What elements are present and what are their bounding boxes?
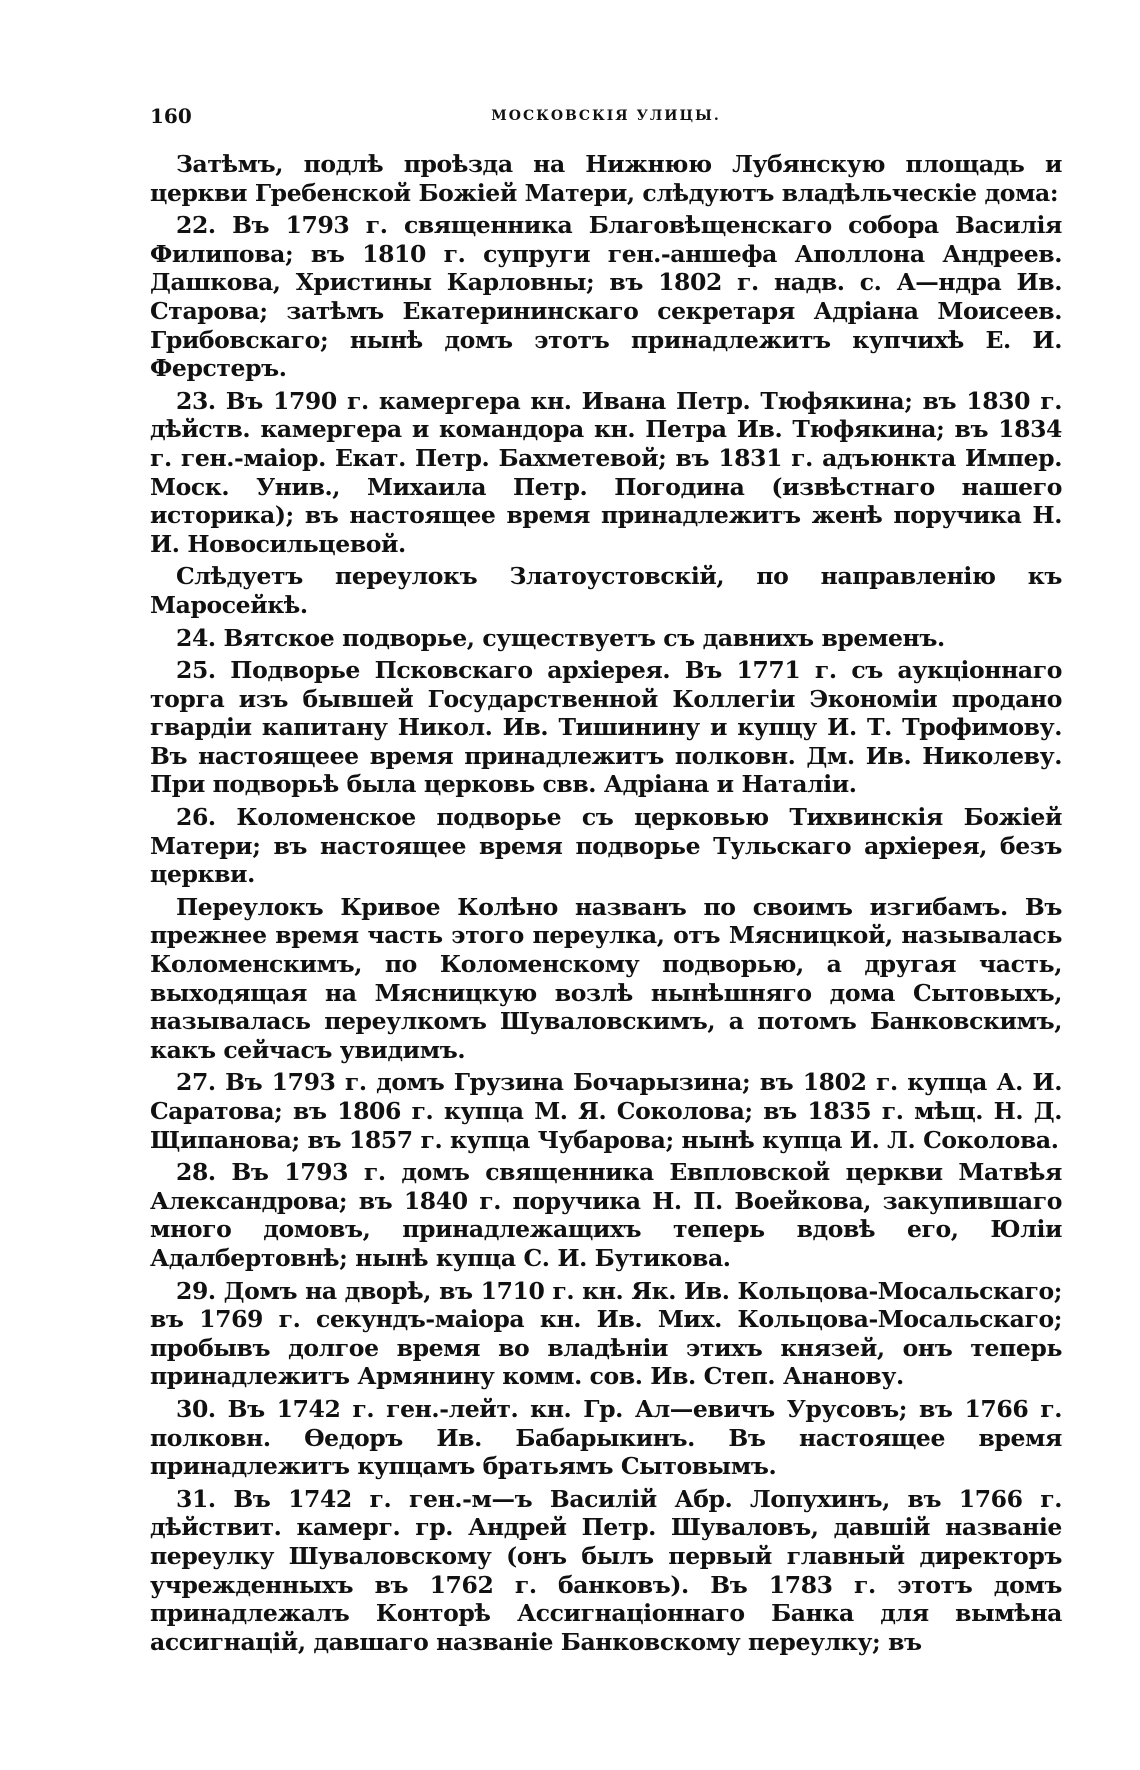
entry-29: 29. Домъ на дворѣ, въ 1710 г. кн. Як. Ив. Кольцова-Мосальскаго; въ 1769 г. секундъ-маіора кн. Ив. Мих. Кольцова-Мосальскаго; пробывъ долгое время во владѣніи этихъ князей, онъ теперь принадлежитъ Армянину комм. сов. Ив. Степ. Ананову. — [150, 1276, 1062, 1391]
entry-24: 24. Вятское подворье, существуетъ съ давнихъ временъ. — [176, 623, 945, 652]
book-page — [150, 104, 1062, 1660]
intro-paragraph: Затѣмъ, подлѣ проѣзда на Нижнюю Лубянскую площадь и церкви Гребенской Божіей Матери, слѣдуютъ владѣльческіе дома: — [150, 150, 1062, 207]
street-note-krivoe-koleno: Переулокъ Кривое Колѣно названъ по своимъ изгибамъ. Въ прежнее время часть этого переулка, отъ Мясницкой, называлась Коломенскимъ, по Коломенскому подворью, а другая часть, выходящая на Мясницкую возлѣ нынѣшняго дома Сытовыхъ, называлась переулкомъ Шуваловскимъ, а потомъ Банковскимъ, какъ сейчасъ увидимъ. — [150, 892, 1062, 1064]
entry-26: 26. Коломенское подворье съ церковью Тихвинскія Божіей Матери; въ настоящее время подворье Тульскаго архіерея, безъ церкви. — [150, 803, 1062, 889]
entry-23: 23. Въ 1790 г. камергера кн. Ивана Петр. Тюфякина; въ 1830 г. дѣйств. камергера и командора кн. Петра Ив. Тюфякина; въ 1834 г. ген.-маіор. Екат. Петр. Бахметевой; въ 1831 г. адъюнкта Импер. Моск. Унив., Михаила Петр. Погодина (извѣстнаго нашего историка); въ настоящее время принадлежитъ женѣ поручика Н. И. Новосильцевой. — [150, 386, 1062, 558]
running-title: МОСКОВСКІЯ УЛИЦЫ. — [491, 108, 721, 124]
entry-22: 22. Въ 1793 г. священника Благовѣщенскаго собора Василія Филипова; въ 1810 г. супруги ген.-аншефа Аполлона Андреев. Дашкова, Христины Карловны; въ 1802 г. надв. с. А—ндра Ив. Старова; затѣмъ Екатерининскаго секретаря Адріана Моисеев. Грибовскаго; нынѣ домъ этотъ принадлежитъ купчихѣ Е. И. Ферстеръ. — [150, 211, 1062, 383]
entry-27: 27. Въ 1793 г. домъ Грузина Бочарызина; въ 1802 г. купца А. И. Саратова; въ 1806 г. купца М. Я. Соколова; въ 1835 г. мѣщ. Н. Д. Щипанова; въ 1857 г. купца Чубарова; нынѣ купца И. Л. Соколова. — [150, 1068, 1062, 1154]
entry-28: 28. Въ 1793 г. домъ священника Евпловской церкви Матвѣя Александрова; въ 1840 г. поручика Н. П. Воейкова, закупившаго много домовъ, принадлежащихъ теперь вдовѣ его, Юліи Адалбертовнѣ; нынѣ купца С. И. Бутикова. — [150, 1158, 1062, 1272]
entry-31: 31. Въ 1742 г. ген.-м—ъ Василій Абр. Лопухинъ, въ 1766 г. дѣйствит. камерг. гр. Андрей Петр. Шуваловъ, давшій названіе переулку Шуваловскому (онъ былъ первый главный директоръ учрежденныхъ въ 1762 г. банковъ). Въ 1783 г. этотъ домъ принадлежалъ Конторѣ Ассигнаціоннаго Банка для вымѣна ассигнацій, давшаго названіе Банковскому переулку; въ — [150, 1484, 1062, 1656]
street-note-zlatoustovsky: Слѣдуетъ переулокъ Златоустовскій, по направленію къ Маросейкѣ. — [150, 562, 1062, 619]
entry-30: 30. Въ 1742 г. ген.-лейт. кн. Гр. Ал—евичъ Урусовъ; въ 1766 г. полковн. Ѳедоръ Ив. Бабарыкинъ. Въ настоящее время принадлежитъ купцамъ братьямъ Сытовымъ. — [150, 1394, 1062, 1481]
body-text — [150, 150, 1062, 1656]
entry-25: 25. Подворье Псковскаго архіерея. Въ 1771 г. съ аукціоннаго торга изъ бывшей Государственной Коллегіи Экономіи продано гвардіи капитану Никол. Ив. Тишинину и купцу И. Т. Трофимову. Въ настоящеее время принадлежитъ полковн. Дм. Ив. Николеву. При подворьѣ была церковь свв. Адріана и Наталіи. — [150, 656, 1062, 799]
page-number: 160 — [150, 104, 192, 128]
running-head — [150, 104, 1062, 144]
